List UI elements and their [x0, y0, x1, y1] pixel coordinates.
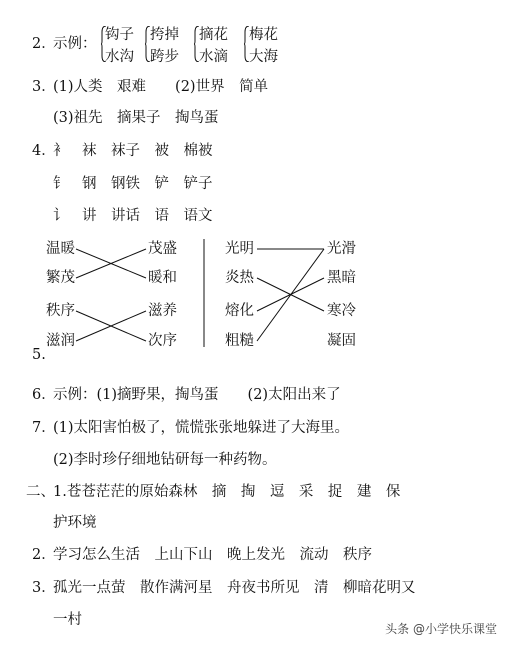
q2-pair1-top: 钩子: [105, 27, 134, 43]
match-left-col1-item: 滋润: [46, 333, 75, 349]
section2-q1-line1: 1.苍苍茫茫的原始森林 摘 掏 逗 采 捉 建 保: [53, 484, 401, 500]
q7-number: 7．: [32, 420, 56, 436]
section2-q2-number: 2．: [32, 547, 56, 563]
match-line-8: [257, 249, 324, 341]
q3-line1: (1)人类 艰难 (2)世界 简单: [53, 79, 269, 95]
q3-line2: (3)祖先 摘果子 掏鸟蛋: [53, 110, 219, 126]
q2-pair3-top: 摘花: [199, 27, 228, 43]
match-left-col1-item: 温暖: [46, 241, 75, 257]
match-left-col2-item: 暖和: [148, 270, 177, 286]
match-right-col1-item: 光明: [225, 241, 254, 257]
match-right-col1-item: 粗糙: [225, 333, 254, 349]
match-left-col1-item: 秩序: [46, 303, 75, 319]
q2-number: 2．: [32, 36, 56, 52]
q5-number: 5.: [32, 347, 46, 363]
q6-text: 示例：(1)摘野果，掏鸟蛋 (2)太阳出来了: [53, 387, 341, 403]
q2-pair2-top: 挎掉: [150, 27, 179, 43]
section2-q3-number: 3．: [32, 580, 56, 596]
q4-row3: 讠 讲 讲话 语 语文: [53, 208, 213, 224]
q6-number: 6．: [32, 387, 56, 403]
q7-line2: (2)李时珍仔细地钻研每一种药物。: [53, 452, 277, 468]
q2-prefix: 示例：: [53, 36, 97, 52]
match-left-col2-item: 茂盛: [148, 241, 177, 257]
section2-number: 二、: [26, 484, 55, 500]
section2-q2-text: 学习怎么生活 上山下山 晚上发光 流动 秩序: [53, 547, 372, 563]
match-right-col2-item: 光滑: [327, 241, 356, 257]
match-right-col2-item: 凝固: [327, 333, 356, 349]
q7-line1: (1)太阳害怕极了，慌慌张张地躲进了大海里。: [53, 420, 350, 436]
match-left-col1-item: 繁茂: [46, 270, 75, 286]
q3-number: 3．: [32, 79, 56, 95]
match-right-col2-item: 寒冷: [327, 303, 356, 319]
q2-pair2-bottom: 跨步: [150, 49, 179, 65]
q4-row1: 衤 袜 袜子 被 棉被: [53, 143, 213, 159]
match-right-col2-item: 黑暗: [327, 270, 356, 286]
q2-pair3-bottom: 水滴: [199, 49, 228, 65]
match-right-col1-item: 炎热: [225, 270, 254, 286]
match-right-col1-item: 熔化: [225, 303, 254, 319]
q2-pair1-bottom: 水沟: [105, 49, 134, 65]
q4-number: 4．: [32, 143, 56, 159]
q2-pair4-top: 梅花: [249, 27, 278, 43]
watermark: 头条 @小学快乐课堂: [385, 622, 497, 636]
match-left-col2-item: 滋养: [148, 303, 177, 319]
q2-pair4-bottom: 大海: [249, 49, 278, 65]
q4-row2: 钅 钢 钢铁 铲 铲子: [53, 176, 213, 192]
section2-q1-line2: 护环境: [53, 515, 97, 531]
match-left-col2-item: 次序: [148, 333, 177, 349]
section2-q3-line1: 孤光一点萤 散作满河星 舟夜书所见 清 柳暗花明又: [53, 580, 416, 596]
section2-q3-line2: 一村: [53, 612, 82, 628]
